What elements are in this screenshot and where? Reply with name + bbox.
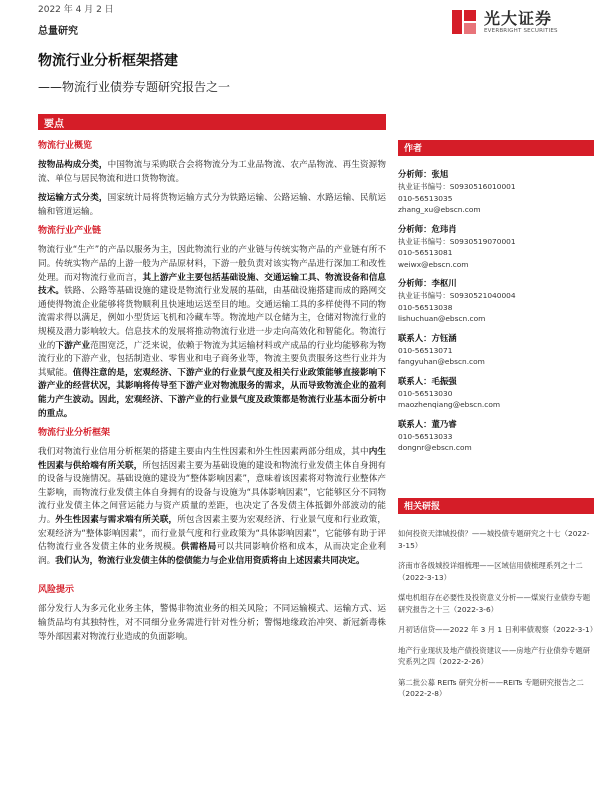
analyst-card <box>398 277 594 325</box>
summary-band <box>38 114 386 130</box>
related-label: 相关研报 <box>404 502 441 512</box>
section-heading: 物流行业概览 <box>38 141 93 151</box>
body-text: 中国物流与采购联合会将物流分为工业品物流、农产品物流、再生资源物流、单位与居民物流和进口货物物流。 <box>38 160 386 184</box>
summary-label: 要点 <box>44 119 64 130</box>
analyst-card <box>398 223 594 271</box>
analyst-phone: 010-56513038 <box>398 302 453 312</box>
related-report-link[interactable]: 煤电机组存在必要性及投资意义分析——煤炭行业债券专题研究报告之十三（2022-3-6） <box>398 593 591 614</box>
bold-text: 供需格局 <box>180 542 217 553</box>
contact-phone: 010-56513071 <box>398 345 453 355</box>
body-text: 我们对物流行业信用分析框架的搭建主要由内生性因素和外生性因素两部分组成，其中 <box>38 447 369 458</box>
contact-email[interactable]: dongnr@ebscn.com <box>398 443 472 452</box>
analyst-card <box>398 168 594 216</box>
body-text: 铁路、公路等基础设施的建设是物流行业发展的基础，由基础设施搭建而成的路网交通使得物流企业能够将货物顺利且快速地运送至目的地。交通运输工具的多样使得不同的物流需求得以满足，例如小型货运飞机和冷藏车等。物流地产以仓储为主，仓储对物流行业的规模及潜力影响较大。信息技术的发展将推动物流行业进一步走向高效化和智能化。物流行业的 <box>38 286 386 351</box>
brand-logo-icon <box>450 8 478 36</box>
bold-text: 我们认为，物流行业发债主体的偿债能力与企业信用资质将由上述因素共同决定。 <box>55 555 365 566</box>
section-heading: 物流行业产业链 <box>38 226 102 237</box>
report-type: 总量研究 <box>38 26 78 37</box>
analyst-license: 执业证书编号：S0930519070001 <box>398 236 516 246</box>
related-report-link[interactable]: 月初话信贷——2022 年 3 月 1 日利率债观察（2022-3-1） <box>398 625 598 634</box>
analyst-license: 执业证书编号：S0930521040004 <box>398 291 516 300</box>
main-content <box>38 140 386 650</box>
bold-text: 外生性因素与需求端有所关联， <box>55 515 178 526</box>
authors-label: 作者 <box>404 144 423 154</box>
contact-email[interactable]: maozhenqiang@ebscn.com <box>398 400 501 409</box>
body-text: 部分发行人为多元化业务主体，警惕非物流业务的相关风险；不同运输模式、运输方式、运输货品均有其独特性，对不同细分业务需进行针对性分析；警惕地缘政治冲突、新冠新毒株等外部因素对物流行业造成的负面影响。 <box>38 604 386 642</box>
contact-card <box>398 332 594 368</box>
contact-name: 联系人：董乃睿 <box>398 418 457 429</box>
body-text: 所包含因素主要为宏观经济、行业景气度和行业政策，宏观经济为“整体影响因素”，而行业景气度和行业政策为“具体影响因素”，它能够有助于评估物流行业各发债主体的业务规模。 <box>38 515 386 553</box>
contact-card <box>398 418 594 454</box>
bold-text: 值得注意的是，宏观经济、下游产业的行业景气度及相关行业政策能够直接影响下游产业的经营状况，其影响将传导至下游产业对物流服务的需求，从而导致物流企业的盈利能力产生波动。因此，宏观经济、下游产业的行业景气度及政策都是物流行业基本面分析中的重点。 <box>38 367 386 419</box>
bold-text: 下游产业 <box>55 340 91 351</box>
body-text: 可以共同影响价格和成本，从而决定企业利润。 <box>38 542 386 566</box>
contact-card <box>398 375 594 411</box>
analyst-name: 分析师：张旭 <box>398 169 449 179</box>
related-list <box>398 514 598 700</box>
related-report-link[interactable]: 地产行业现状及地产债投资建议——房地产行业债券专题研究系列之四（2022-2-26） <box>398 645 591 666</box>
body-text: 国家统计局将货物运输方式分为铁路运输、公路运输、水路运输、民航运输和管道运输。 <box>38 193 386 217</box>
contact-phone: 010-56513033 <box>398 431 453 441</box>
authors-band <box>398 140 594 156</box>
analyst-phone: 010-56513035 <box>398 193 453 203</box>
contact-name: 联系人：毛振强 <box>398 375 457 386</box>
body-text: 所包括因素主要为基础设施的建设和物流行业发债主体自身拥有的设备与设施情况。基础设施的建设为“整体影响因素”，意味着该因素将对物流行业整体产生影响，而物流行业发债主体自身拥有的设备与设施为“具体影响因素”，它能够区分不同物流行业发债主体之间营运能力与资产质量的差距，也决定了各发债主体抵御外部波动的能力。 <box>38 460 386 526</box>
section-paragraph <box>38 244 386 421</box>
page-title: 物流行业分析框架搭建 <box>38 53 178 69</box>
related-panel <box>398 498 598 709</box>
page-subtitle: ——物流行业债券专题研究报告之一 <box>38 80 231 94</box>
contact-name: 联系人：方钰涵 <box>398 332 457 343</box>
section-paragraph <box>38 446 386 568</box>
bold-text: 按运输方式分类， <box>38 193 108 204</box>
contact-phone: 010-56513030 <box>398 388 453 398</box>
related-report-link[interactable]: 如何投资天津城投债？——城投债专题研究之十七（2022-3-15） <box>398 529 590 550</box>
body-text: 物流行业“生产”的产品以服务为主，因此物流行业的产业链与传统实物产品的产业链有所不同。传统实物产品的上游一般为产品原材料，下游一般负责对该实物产品进行深加工和改性处理。而对物流行业而言， <box>38 245 386 283</box>
brand-name: 光大证券 <box>484 9 553 28</box>
analyst-email[interactable]: lishuchuan@ebscn.com <box>398 314 486 323</box>
brand-subtitle: EVERBRIGHT SECURITIES <box>484 28 558 34</box>
bold-text: 按物品构成分类， <box>38 160 108 170</box>
analyst-name: 分析师：李枢川 <box>398 278 457 288</box>
authors-list <box>398 156 594 454</box>
report-date: 2022 年 4 月 2 日 <box>38 5 114 15</box>
analyst-name: 分析师：危玮肖 <box>398 223 457 234</box>
bold-text: 内生性因素与供给端有所关联， <box>38 447 386 471</box>
bold-text: 其上游产业主要包括基础设施、交通运输工具、物流设备和信息技术。 <box>38 272 386 297</box>
section-heading: 风险提示 <box>38 585 75 596</box>
contact-email[interactable]: fangyuhan@ebscn.com <box>398 357 485 366</box>
related-band <box>398 498 594 514</box>
section-paragraph <box>38 192 386 219</box>
brand-logo <box>450 6 598 40</box>
analyst-license: 执业证书编号：S0930516010001 <box>398 182 516 191</box>
related-report-link[interactable]: 第二批公募 REITs 研究分析——REITs 专题研究报告之二（2022-2-8） <box>398 677 584 698</box>
analyst-email[interactable]: zhang_xu@ebscn.com <box>398 205 481 214</box>
analyst-email[interactable]: weiwx@ebscn.com <box>398 259 469 269</box>
body-text: 范围宽泛，广泛来说，依赖于物流为其运输材料或产成品的行业均能够称为物流行业的下游产业，包括制造业、零售业和电子商务业等，物流主要负责服务这些行业并为其赋能。 <box>38 340 386 378</box>
authors-panel <box>398 140 594 461</box>
section-paragraph <box>38 159 386 186</box>
analyst-phone: 010-56513081 <box>398 248 453 257</box>
related-report-link[interactable]: 济南市各级城投详细梳理——区域信用债梳理系列之十二（2022-3-13） <box>398 561 583 582</box>
section-heading: 物流行业分析框架 <box>38 428 111 439</box>
section-paragraph <box>38 603 386 644</box>
